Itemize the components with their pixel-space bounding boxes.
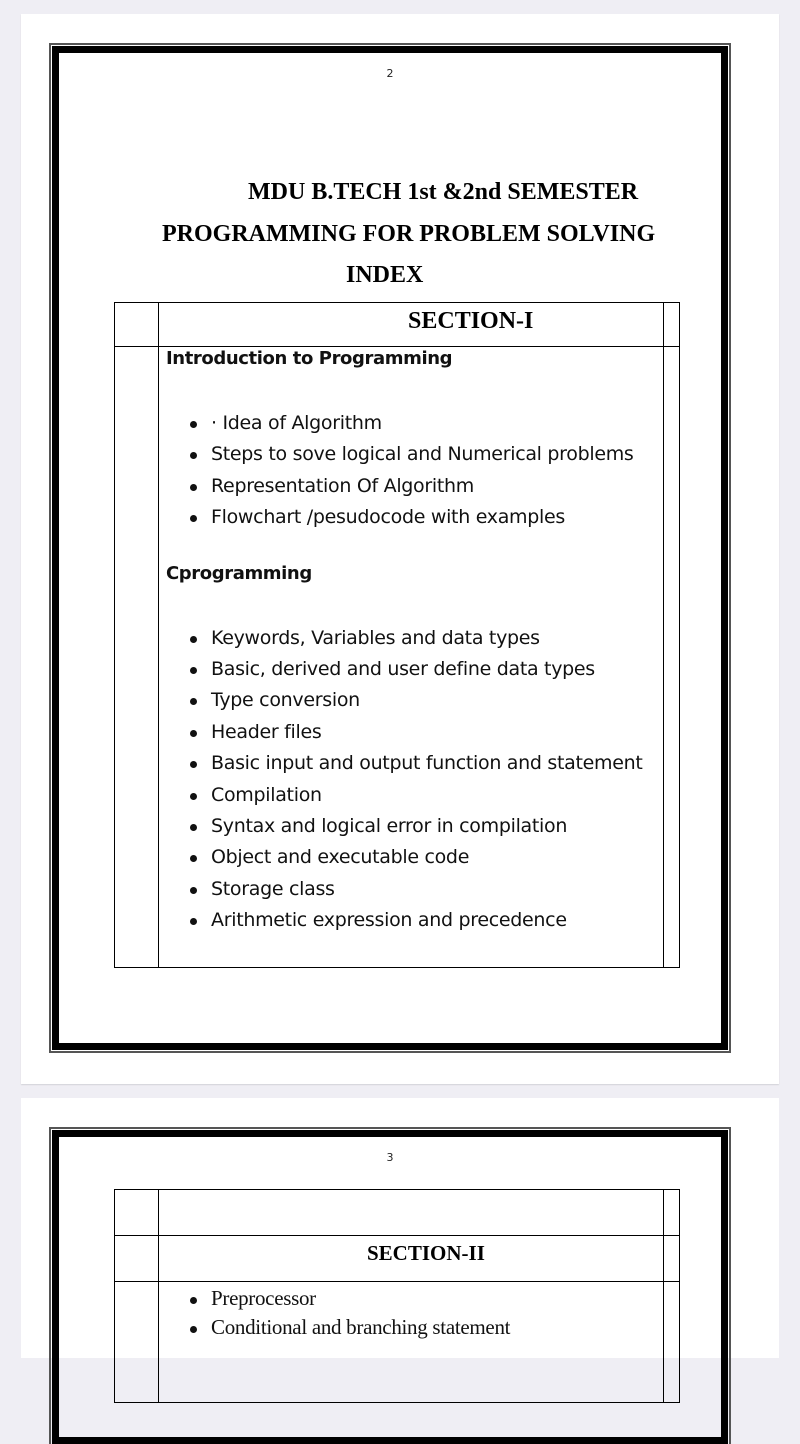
title-line-1: MDU B.TECH 1st &2nd SEMESTER — [248, 179, 639, 205]
list-item: Header files — [166, 717, 679, 748]
page-number: 2 — [386, 67, 394, 80]
section-ii-table — [114, 1189, 680, 1403]
list-item: Representation Of Algorithm — [166, 471, 679, 502]
list-item: Basic, derived and user define data types — [166, 654, 679, 685]
list-item: Conditional and branching statement — [166, 1313, 679, 1342]
title-index: INDEX — [346, 262, 424, 288]
section-i-table — [114, 302, 680, 968]
group-heading-cprogramming: Cprogramming — [166, 562, 312, 584]
list-item: Object and executable code — [166, 842, 679, 873]
list-item: · Idea of Algorithm — [166, 408, 679, 439]
document-page-2 — [21, 14, 779, 1084]
section-i-content — [115, 347, 679, 936]
section-content-row — [115, 347, 679, 967]
list-item: Flowchart /pesudocode with examples — [166, 502, 679, 533]
list-item: Type conversion — [166, 685, 679, 716]
list-item: Preprocessor — [166, 1284, 679, 1313]
section-ii-title: SECTION-II — [367, 1241, 485, 1265]
empty-row — [115, 1190, 679, 1236]
list-item: Arithmetic expression and precedence — [166, 905, 679, 936]
list-item: Keywords, Variables and data types — [166, 623, 679, 654]
page-border-frame — [52, 46, 728, 1050]
list-item: Compilation — [166, 780, 679, 811]
list-item: Basic input and output function and statement — [166, 748, 679, 779]
c-topic-list — [166, 623, 679, 937]
list-item: Storage class — [166, 874, 679, 905]
intro-topic-list — [166, 408, 679, 534]
section-ii-topic-list — [166, 1284, 679, 1342]
page-border-frame — [52, 1130, 728, 1444]
group-heading-intro: Introduction to Programming — [166, 348, 453, 369]
section-content-row — [115, 1282, 679, 1402]
title-line-2: PROGRAMMING FOR PROBLEM SOLVING — [162, 221, 656, 247]
section-i-title: SECTION-I — [408, 308, 534, 334]
document-page-3 — [21, 1098, 779, 1358]
section-header-row — [115, 1236, 679, 1282]
section-ii-content — [115, 1282, 679, 1342]
list-item: Steps to sove logical and Numerical problems — [166, 439, 679, 470]
page-number: 3 — [386, 1151, 394, 1164]
list-item: Syntax and logical error in compilation — [166, 811, 679, 842]
section-header-row — [115, 303, 679, 347]
